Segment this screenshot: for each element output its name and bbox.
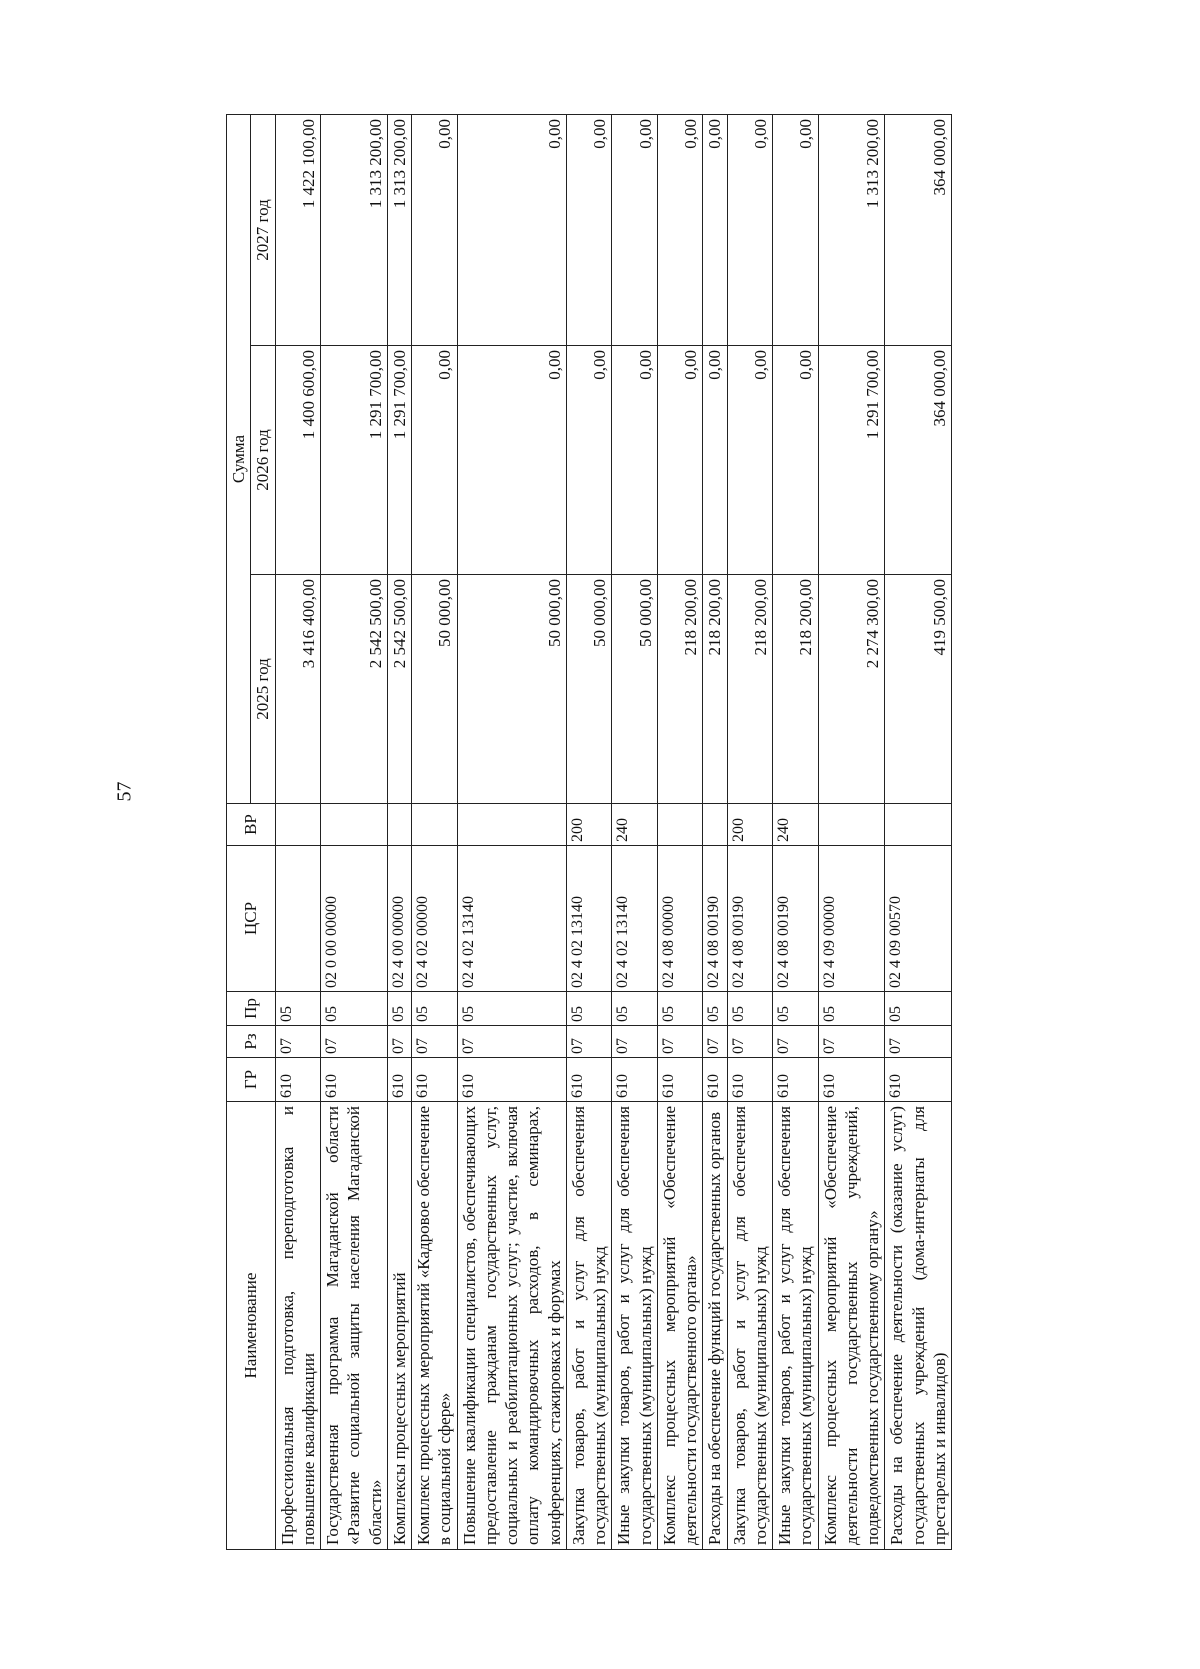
header-sum: Сумма (227, 115, 251, 804)
header-row (227, 115, 251, 1550)
row-vr-cell: 240 (773, 804, 819, 846)
row-pr-cell: 05 (727, 992, 773, 1026)
row-vr-cell (885, 804, 952, 846)
row-vr-cell: 200 (727, 804, 773, 846)
row-rz-cell: 07 (412, 1026, 458, 1058)
header-csr: ЦСР (227, 846, 276, 992)
row-vr-cell (657, 804, 703, 846)
row-2025-cell: 50 000,00 (457, 575, 566, 804)
row-csr-cell: 02 4 08 00190 (773, 846, 819, 992)
row-csr-cell: 02 4 02 00000 (412, 846, 458, 992)
row-rz-cell: 07 (703, 1026, 727, 1058)
row-name-cell: Комплексы процессных мероприятий (387, 1102, 411, 1550)
row-gr-cell: 610 (612, 1058, 658, 1102)
row-rz-cell: 07 (727, 1026, 773, 1058)
table-row (657, 115, 703, 1550)
header-name: Наименование (227, 1102, 276, 1550)
row-vr-cell (321, 804, 388, 846)
row-2026-cell: 0,00 (727, 346, 773, 575)
row-rz-cell: 07 (275, 1026, 321, 1058)
row-csr-cell: 02 4 02 13140 (612, 846, 658, 992)
row-2025-cell: 2 542 500,00 (387, 575, 411, 804)
header-vr: ВР (227, 804, 276, 846)
header-rz: Рз (227, 1026, 276, 1058)
row-2025-cell: 3 416 400,00 (275, 575, 321, 804)
row-vr-cell (457, 804, 566, 846)
table-row (321, 115, 388, 1550)
row-name-cell: Комплекс процессных мероприятий «Кадровое обеспечение в социальной сфере» (412, 1102, 458, 1550)
row-2026-cell: 0,00 (657, 346, 703, 575)
row-2027-cell: 1 422 100,00 (275, 115, 321, 346)
row-2027-cell: 1 313 200,00 (321, 115, 388, 346)
row-rz-cell: 07 (321, 1026, 388, 1058)
row-pr-cell: 05 (885, 992, 952, 1026)
row-rz-cell: 07 (773, 1026, 819, 1058)
row-name-cell: Закупка товаров, работ и услуг для обеспечения государственных (муниципальных) нужд (566, 1102, 612, 1550)
row-2027-cell: 1 313 200,00 (818, 115, 885, 346)
row-csr-cell: 02 4 08 00000 (657, 846, 703, 992)
row-2025-cell: 419 500,00 (885, 575, 952, 804)
row-2027-cell: 1 313 200,00 (387, 115, 411, 346)
row-pr-cell: 05 (703, 992, 727, 1026)
row-name-cell: Расходы на обеспечение деятельности (оказание услуг) государственных учреждений (дома-интернаты для престарелых и инвалидов) (885, 1102, 952, 1550)
row-gr-cell: 610 (412, 1058, 458, 1102)
row-vr-cell (818, 804, 885, 846)
header-2027: 2027 год (251, 115, 275, 346)
row-rz-cell: 07 (818, 1026, 885, 1058)
row-name-cell: Иные закупки товаров, работ и услуг для обеспечения государственных (муниципальных) нужд (773, 1102, 819, 1550)
row-vr-cell (387, 804, 411, 846)
row-2027-cell: 0,00 (412, 115, 458, 346)
row-rz-cell: 07 (612, 1026, 658, 1058)
table-row (703, 115, 727, 1550)
header-2025: 2025 год (251, 575, 275, 804)
row-2025-cell: 50 000,00 (412, 575, 458, 804)
row-2025-cell: 218 200,00 (727, 575, 773, 804)
row-gr-cell: 610 (657, 1058, 703, 1102)
row-gr-cell: 610 (275, 1058, 321, 1102)
row-rz-cell: 07 (885, 1026, 952, 1058)
row-2026-cell: 1 291 700,00 (387, 346, 411, 575)
row-2026-cell: 0,00 (612, 346, 658, 575)
row-csr-cell: 02 0 00 00000 (321, 846, 388, 992)
row-2025-cell: 2 274 300,00 (818, 575, 885, 804)
row-vr-cell: 240 (612, 804, 658, 846)
row-name-cell: Комплекс процессных мероприятий «Обеспечение деятельности государственных учреждений, подведомственных государственному органу» (818, 1102, 885, 1550)
row-2027-cell: 0,00 (703, 115, 727, 346)
row-pr-cell: 05 (773, 992, 819, 1026)
row-csr-cell: 02 4 09 00000 (818, 846, 885, 992)
table-row (818, 115, 885, 1550)
row-name-cell: Государственная программа Магаданской области «Развитие социальной защиты населения Магаданской области» (321, 1102, 388, 1550)
row-vr-cell: 200 (566, 804, 612, 846)
row-pr-cell: 05 (321, 992, 388, 1026)
row-2025-cell: 2 542 500,00 (321, 575, 388, 804)
table-row (885, 115, 952, 1550)
table-row (612, 115, 658, 1550)
row-csr-cell: 02 4 09 00570 (885, 846, 952, 992)
row-2027-cell: 0,00 (727, 115, 773, 346)
table-body (275, 115, 952, 1550)
row-csr-cell: 02 4 00 00000 (387, 846, 411, 992)
row-2026-cell: 1 400 600,00 (275, 346, 321, 575)
row-gr-cell: 610 (727, 1058, 773, 1102)
row-csr-cell: 02 4 08 00190 (727, 846, 773, 992)
row-pr-cell: 05 (275, 992, 321, 1026)
row-vr-cell (412, 804, 458, 846)
row-2027-cell: 364 000,00 (885, 115, 952, 346)
row-gr-cell: 610 (387, 1058, 411, 1102)
row-pr-cell: 05 (387, 992, 411, 1026)
table-row (387, 115, 411, 1550)
table-row (566, 115, 612, 1550)
header-gr: ГР (227, 1058, 276, 1102)
row-pr-cell: 05 (612, 992, 658, 1026)
table-row (412, 115, 458, 1550)
row-name-cell: Профессиональная подготовка, переподготовка и повышение квалификации (275, 1102, 321, 1550)
row-gr-cell: 610 (321, 1058, 388, 1102)
row-name-cell: Иные закупки товаров, работ и услуг для обеспечения государственных (муниципальных) нужд (612, 1102, 658, 1550)
header-2026: 2026 год (251, 346, 275, 575)
row-rz-cell: 07 (566, 1026, 612, 1058)
row-2027-cell: 0,00 (773, 115, 819, 346)
row-2026-cell: 1 291 700,00 (818, 346, 885, 575)
header-pr: Пр (227, 992, 276, 1026)
row-pr-cell: 05 (818, 992, 885, 1026)
row-name-cell: Закупка товаров, работ и услуг для обеспечения государственных (муниципальных) нужд (727, 1102, 773, 1550)
row-2025-cell: 218 200,00 (773, 575, 819, 804)
row-2025-cell: 50 000,00 (612, 575, 658, 804)
row-pr-cell: 05 (457, 992, 566, 1026)
row-name-cell: Повышение квалификации специалистов, обеспечивающих предоставление гражданам государственных услуг, социальных и реабилитационных услуг; участие, включая оплату командировочных расходов, в семинарах, конференциях, стажировках и форумах (457, 1102, 566, 1550)
row-gr-cell: 610 (703, 1058, 727, 1102)
budget-table (226, 114, 952, 1550)
row-2025-cell: 218 200,00 (703, 575, 727, 804)
row-vr-cell (275, 804, 321, 846)
table-row (275, 115, 321, 1550)
row-2026-cell: 0,00 (566, 346, 612, 575)
row-rz-cell: 07 (457, 1026, 566, 1058)
row-rz-cell: 07 (657, 1026, 703, 1058)
row-rz-cell: 07 (387, 1026, 411, 1058)
row-2026-cell: 0,00 (412, 346, 458, 575)
table-row (727, 115, 773, 1550)
table-row (457, 115, 566, 1550)
row-csr-cell: 02 4 08 00190 (703, 846, 727, 992)
row-gr-cell: 610 (566, 1058, 612, 1102)
row-name-cell: Комплекс процессных мероприятий «Обеспечение деятельности государственного органа» (657, 1102, 703, 1550)
row-2026-cell: 364 000,00 (885, 346, 952, 575)
table-row (773, 115, 819, 1550)
row-csr-cell: 02 4 02 13140 (566, 846, 612, 992)
row-csr-cell (275, 846, 321, 992)
row-gr-cell: 610 (773, 1058, 819, 1102)
row-2027-cell: 0,00 (657, 115, 703, 346)
row-vr-cell (703, 804, 727, 846)
row-2026-cell: 0,00 (773, 346, 819, 575)
page-number: 57 (113, 781, 136, 802)
row-2026-cell: 1 291 700,00 (321, 346, 388, 575)
row-2025-cell: 218 200,00 (657, 575, 703, 804)
row-2027-cell: 0,00 (457, 115, 566, 346)
row-2026-cell: 0,00 (457, 346, 566, 575)
row-pr-cell: 05 (566, 992, 612, 1026)
row-gr-cell: 610 (885, 1058, 952, 1102)
row-pr-cell: 05 (412, 992, 458, 1026)
row-name-cell: Расходы на обеспечение функций государственных органов (703, 1102, 727, 1550)
row-gr-cell: 610 (457, 1058, 566, 1102)
row-csr-cell: 02 4 02 13140 (457, 846, 566, 992)
row-2026-cell: 0,00 (703, 346, 727, 575)
budget-table-rotated (226, 115, 1066, 1550)
row-2027-cell: 0,00 (612, 115, 658, 346)
row-2027-cell: 0,00 (566, 115, 612, 346)
row-2025-cell: 50 000,00 (566, 575, 612, 804)
row-gr-cell: 610 (818, 1058, 885, 1102)
row-pr-cell: 05 (657, 992, 703, 1026)
